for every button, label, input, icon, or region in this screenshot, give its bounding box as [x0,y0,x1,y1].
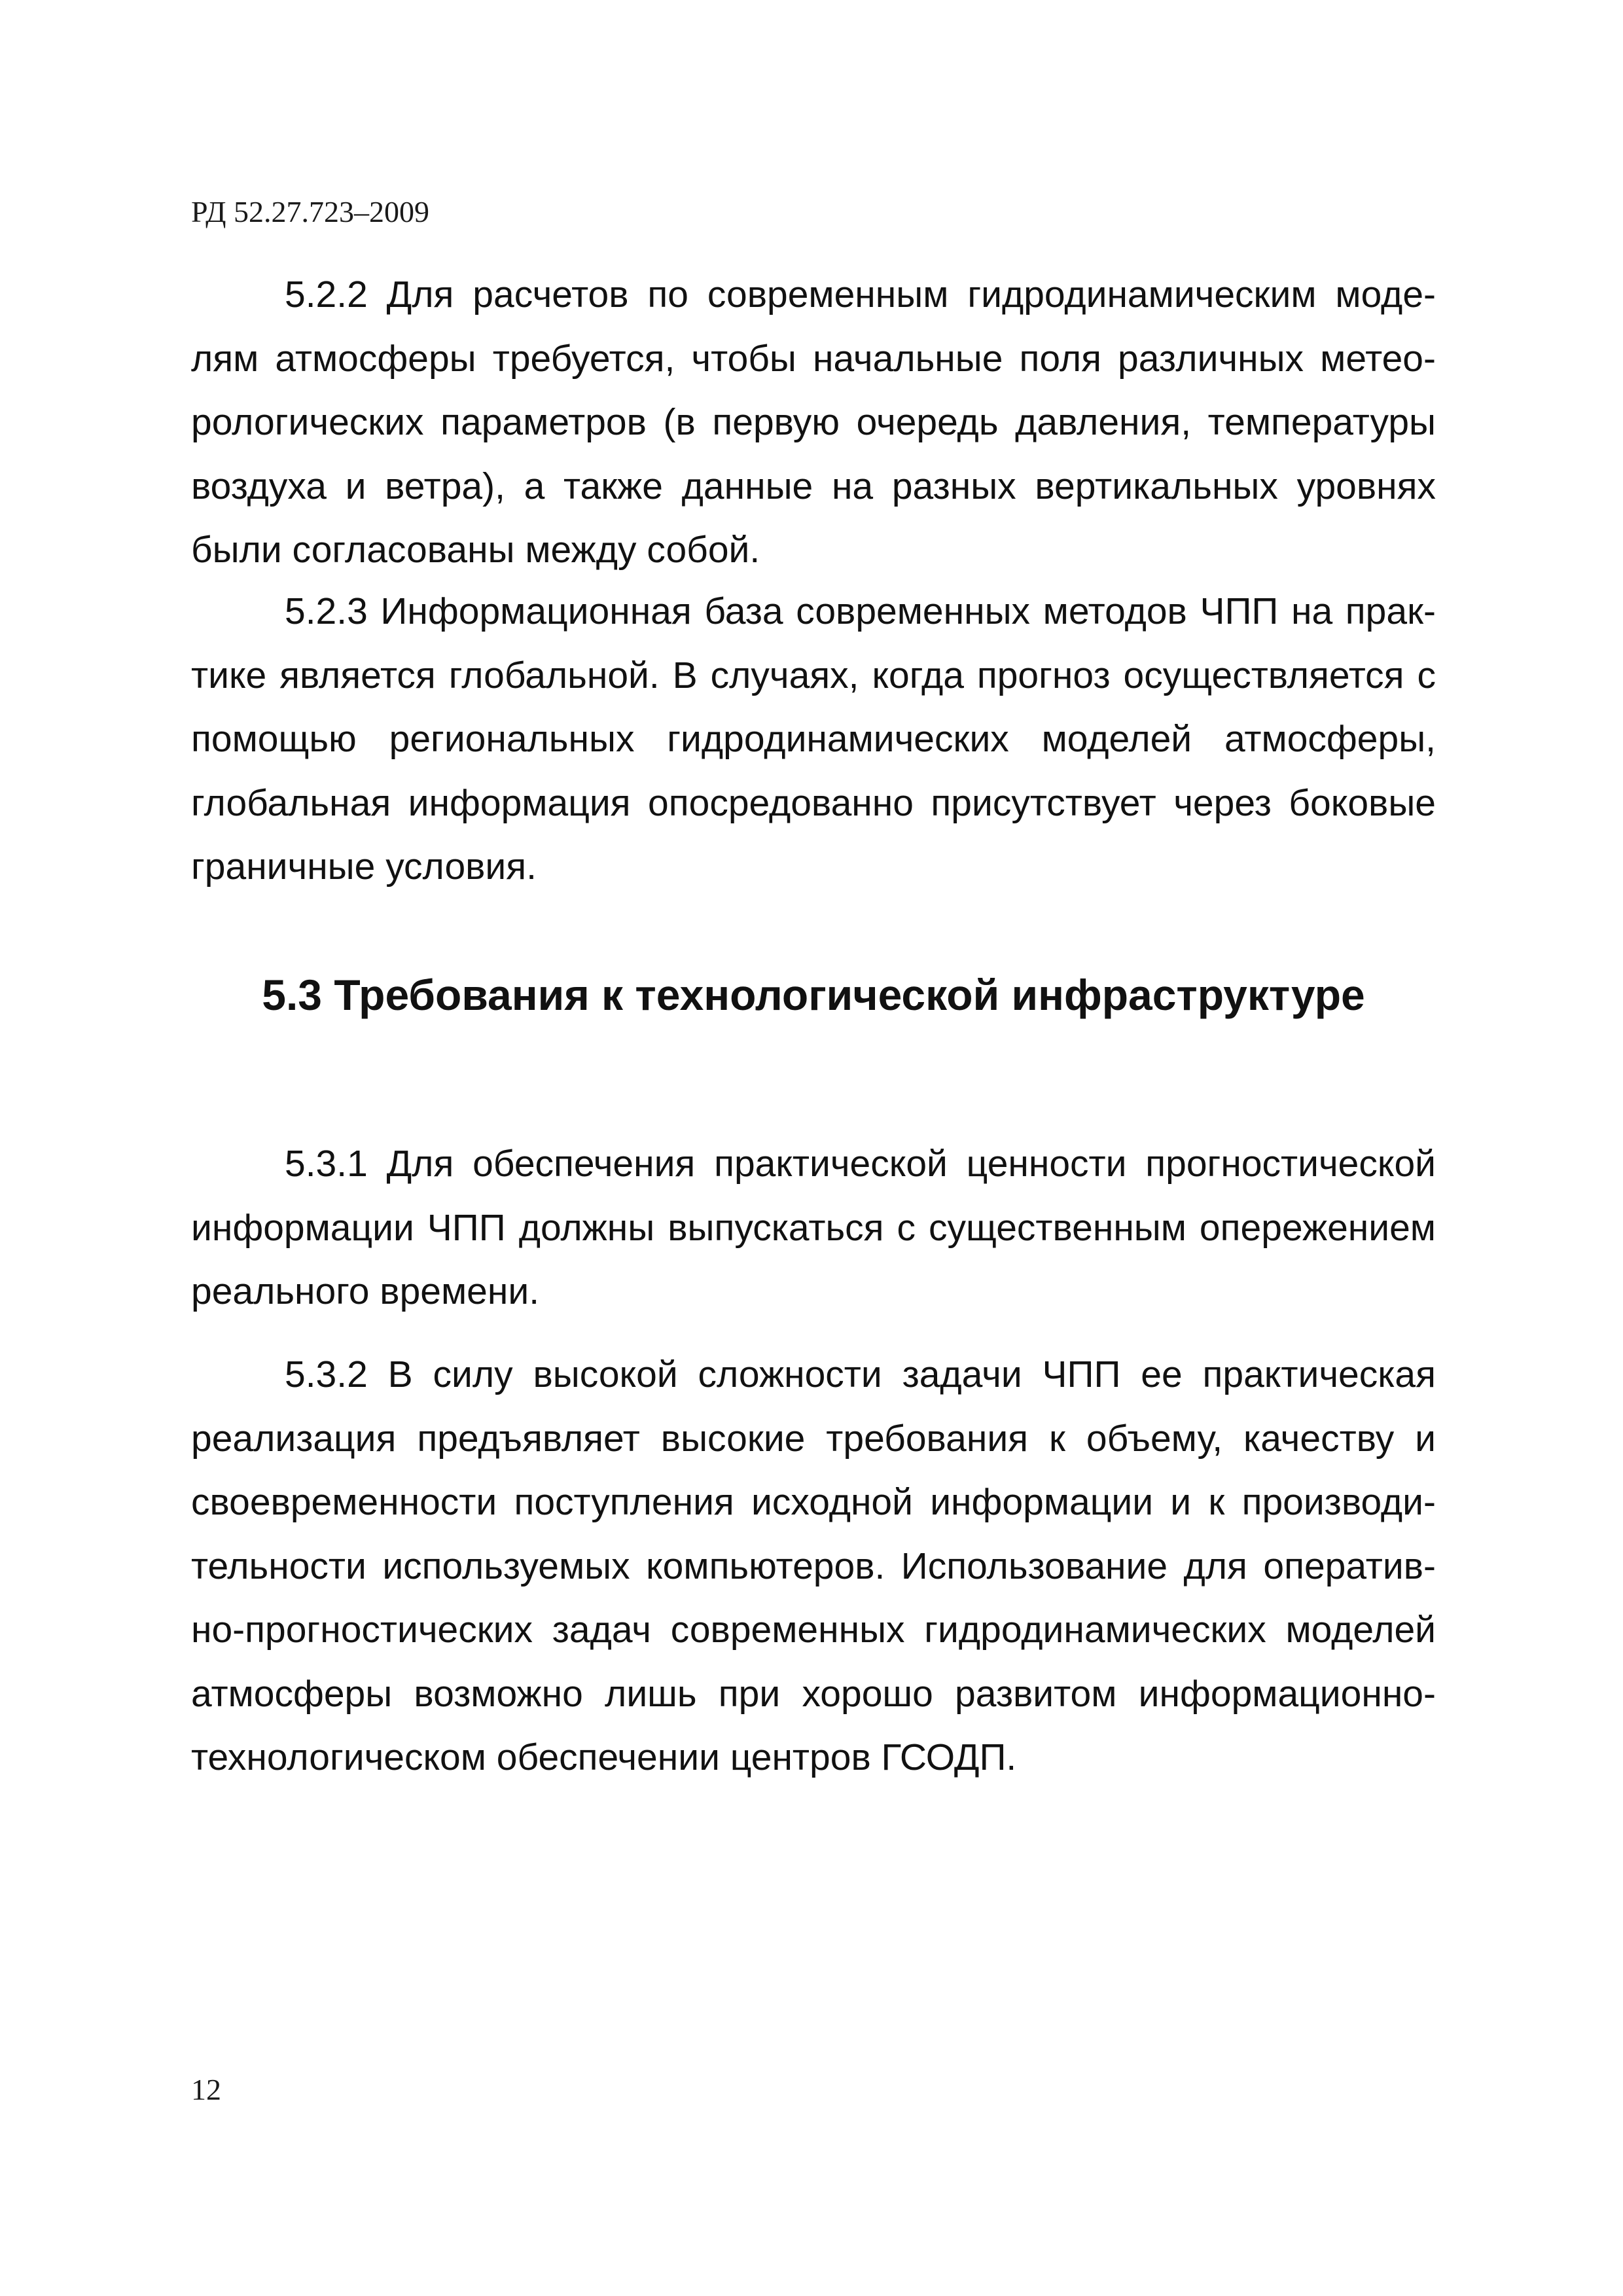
paragraph-line: глобальная информация опосредованно присутствует через боковые [191,781,1436,824]
paragraph-line: помощью региональных гидродинамических моделей атмосферы, [191,718,1436,760]
paragraph-line: реализация предъявляет высокие требования к объему, качеству и [191,1417,1436,1460]
paragraph-line: 5.3.1 Для обеспечения практической ценности прогностической [285,1143,1436,1185]
paragraph-line: 5.3.2 В силу высокой сложности задачи ЧПП ее практическая [285,1354,1436,1395]
paragraph-line: 5.2.2 Для расчетов по современным гидродинамическим моде- [285,274,1436,315]
section-heading: 5.3 Требования к технологической инфраструктуре [262,971,1365,1019]
paragraph-line: лям атмосферы требуется, чтобы начальные поля различных метео- [191,337,1436,380]
paragraph-line: тельности используемых компьютеров. Использование для оператив- [191,1545,1436,1587]
paragraph-line: тике является глобальной. В случаях, когда прогноз осуществляется с [191,654,1436,696]
paragraph-5-2-3 [191,580,1436,899]
paragraph-line: информации ЧПП должны выпускаться с существенным опережением [191,1206,1436,1249]
paragraph-line: рологических параметров (в первую очередь давления, температуры [191,401,1436,443]
paragraph-line: своевременности поступления исходной информации и к производи- [191,1481,1436,1523]
paragraph-line: граничные условия. [191,846,537,888]
paragraph-line: были согласованы между собой. [191,529,760,571]
paragraph-line: реального времени. [191,1270,540,1312]
paragraph-line: воздуха и ветра), а также данные на разных вертикальных уровнях [191,465,1436,507]
paragraph-line: атмосферы возможно лишь при хорошо развитом информационно- [191,1672,1436,1715]
paragraph-line: технологическом обеспечении центров ГСОДП. [191,1736,1017,1778]
paragraph-line: 5.2.3 Информационная база современных методов ЧПП на прак- [285,590,1436,632]
paragraph-5-3-1 [191,1132,1436,1324]
paragraph-5-2-2 [191,263,1436,583]
document-code: РД 52.27.723–2009 [191,195,430,228]
paragraph-5-3-2 [191,1343,1436,1790]
paragraph-line: но-прогностических задач современных гидродинамических моделей [191,1609,1436,1651]
page-number: 12 [191,2073,221,2106]
